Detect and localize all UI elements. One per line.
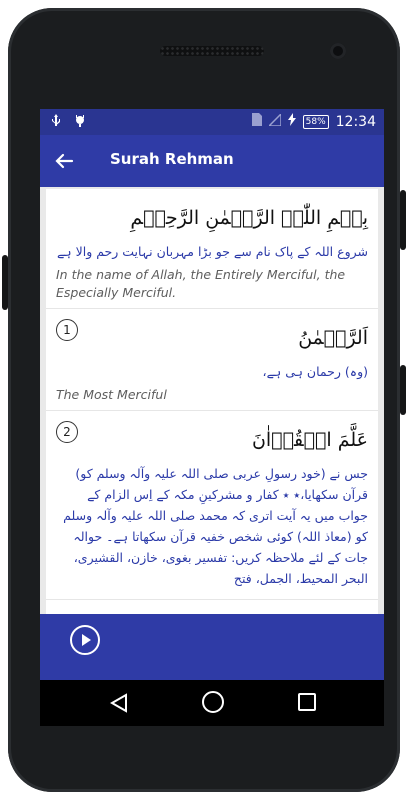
system-nav-bar — [40, 680, 384, 726]
sim-icon — [252, 113, 262, 130]
arabic-text: اَلرَّحۡمٰنُ — [298, 327, 368, 349]
nav-back-icon[interactable] — [110, 693, 128, 717]
arabic-text: بِسۡمِ اللّٰہِ الرَّحۡمٰنِ الرَّحِیۡمِ — [130, 207, 368, 229]
urdu-translation: جس نے (خود رسولِ عربی صلی اللہ علیہ وآلہ وسلم کو) قرآن سکھایا،٭ ٭ کفار و مشرکینِ مکہ کے اِس الزام کے جواب میں یہ آیت اتری کہ محمد صلی اللہ علیہ وآلہ وسلم کو (معاذ اللہ) کوئی شخص خفیہ قرآن سکھاتا ہے۔ حوالہ جات کے لئے ملاحظہ کریں: تفسیر بغوی، خازن، القشیری، البحر المحیط، الجمل، فتح — [63, 466, 368, 586]
play-icon[interactable] — [70, 625, 100, 655]
android-debug-icon — [74, 114, 86, 132]
audio-player-bar — [40, 614, 384, 680]
earpiece-speaker — [160, 46, 264, 56]
page-title: Surah Rehman — [110, 150, 234, 168]
verse-item-2[interactable] — [46, 411, 378, 600]
volume-button — [2, 255, 8, 310]
urdu-translation: (وہ) رحمان ہی ہے، — [262, 364, 368, 379]
arabic-text: عَلَّمَ الۡقُرۡاٰنَ — [251, 429, 368, 451]
battery-indicator: 58% — [303, 115, 329, 129]
urdu-translation: شروع اللہ کے پاک نام سے جو بڑا مہربان نہایت رحم والا ہے — [56, 244, 368, 259]
power-button — [400, 190, 406, 250]
status-bar — [40, 109, 384, 135]
verse-item-bismillah[interactable] — [46, 189, 378, 309]
side-button — [400, 365, 406, 415]
nav-recents-icon[interactable] — [298, 693, 316, 711]
usb-icon — [50, 114, 62, 132]
english-translation: In the name of Allah, the Entirely Merciful, the Especially Merciful. — [56, 267, 346, 300]
nav-home-icon[interactable] — [202, 691, 224, 713]
english-translation: The Most Merciful — [56, 387, 167, 402]
clock: 12:34 — [335, 113, 376, 130]
verse-number-badge: 1 — [56, 319, 78, 341]
phone-frame — [8, 8, 400, 792]
verse-number-badge: 2 — [56, 421, 78, 443]
verse-item-1[interactable] — [46, 309, 378, 411]
back-arrow-icon[interactable] — [52, 149, 76, 173]
verse-list[interactable] — [46, 189, 378, 614]
front-camera — [330, 43, 346, 59]
signal-icon — [269, 114, 281, 130]
charging-icon — [288, 113, 296, 130]
app-toolbar — [40, 135, 384, 187]
screen — [40, 109, 384, 726]
